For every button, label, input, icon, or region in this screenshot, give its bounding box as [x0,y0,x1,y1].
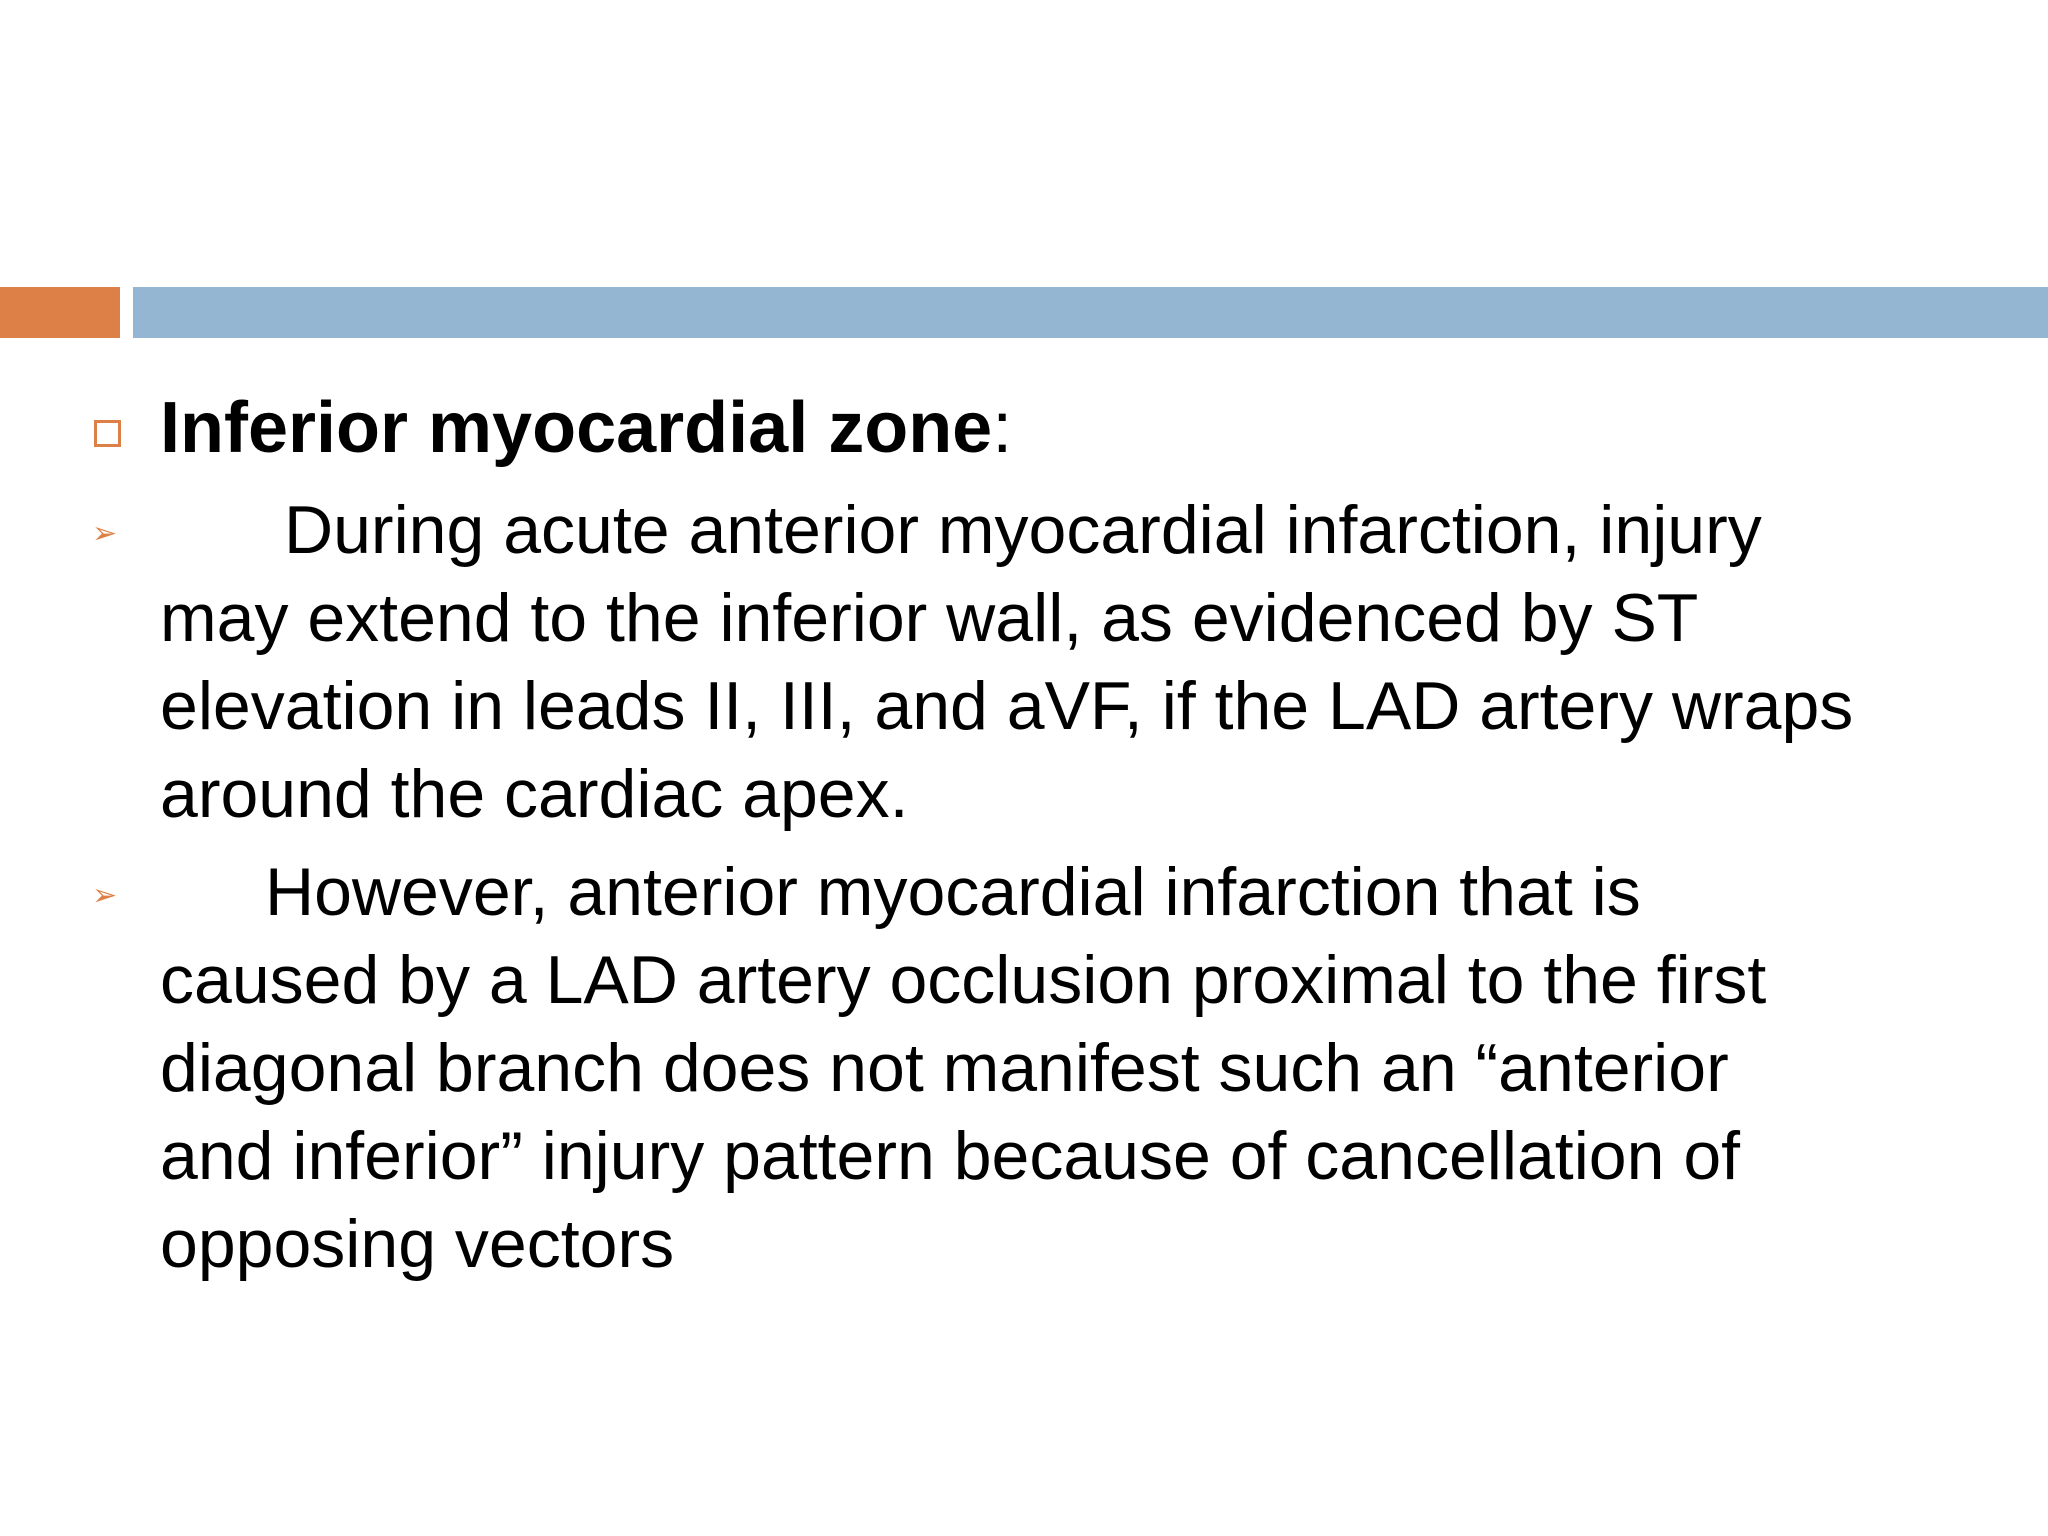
paragraph-text: During acute anterior myocardial infarction, injury may extend to the inferior wall, as evidenced by ST elevation in leads II, III, and aVF, if the LAD artery wraps around the cardiac apex. [160,492,1854,832]
accent-bar [0,287,120,338]
heading-colon: : [992,388,1013,468]
heading [160,380,1012,476]
slide-content [0,380,2048,1288]
paragraph-text: However, anterior myocardial infarction that is caused by a LAD artery occlusion proximal to the first diagonal branch does not manifest such an “anterior and inferior” injury pattern because of cancellation of opposing vectors [160,854,1767,1282]
bullet-paragraph [0,486,2048,838]
arrow-bullet-icon: ➢ [92,517,118,550]
hollow-square-icon [94,420,121,447]
title-bar [133,287,2048,338]
arrow-bullet-icon: ➢ [92,879,118,912]
heading-row [0,380,2048,476]
bullet-paragraph [0,848,2048,1288]
heading-title: Inferior myocardial zone [160,388,993,468]
